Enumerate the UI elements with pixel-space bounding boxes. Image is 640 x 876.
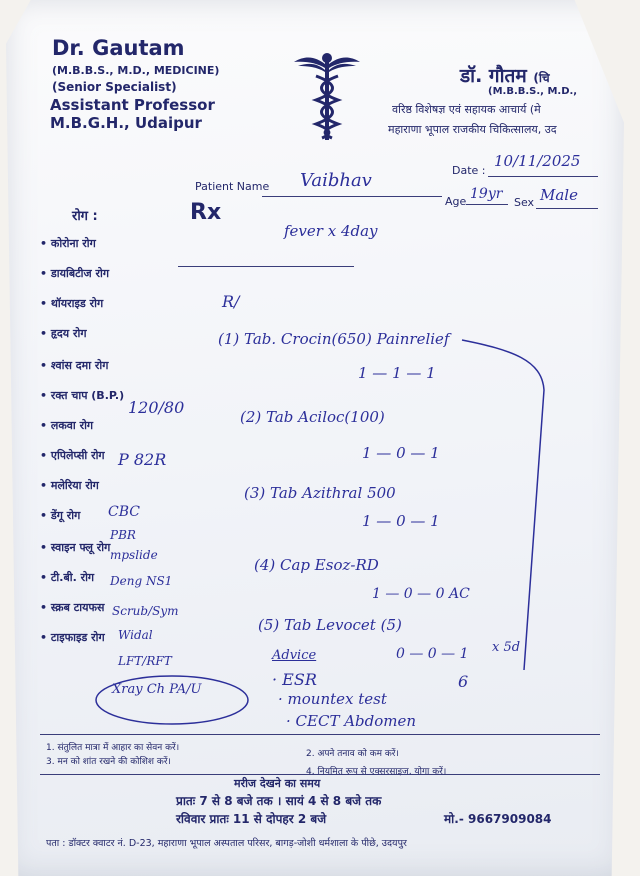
bracket-note: 6: [458, 672, 469, 691]
bp-note: 120/80: [128, 398, 185, 417]
timing-line-1: प्रातः 7 से 8 बजे तक । सायं 4 से 8 बजे तक: [176, 794, 382, 808]
rx-line-1: (1) Tab. Crocin(650) Painrelief: [218, 330, 450, 348]
mpslide-note: mpslide: [110, 548, 158, 562]
cbc-note: CBC: [108, 504, 140, 520]
disease-item: • रक्त चाप (B.P.): [40, 389, 125, 402]
bracket-line: [452, 330, 562, 730]
disease-heading: रोग :: [72, 209, 98, 224]
patient-name-label: Patient Name: [195, 180, 270, 193]
rx-dose-4: 1 — 0 — 0 AC: [372, 586, 470, 602]
disease-item: • डायबिटीज रोग: [40, 267, 110, 280]
doctor-name-hindi-trail: (चि: [533, 71, 550, 85]
dengue-note: Deng NS1: [110, 574, 173, 588]
xray-circle: [92, 672, 262, 732]
disease-item: • हृदय रोग: [40, 327, 87, 340]
disease-item: • एपिलेप्सी रोग: [40, 449, 105, 462]
disease-item: • लकवा रोग: [40, 419, 94, 432]
doctor-title-hindi: वरिष्ठ विशेषज्ञ एवं सहायक आचार्य (मे: [392, 103, 541, 116]
widal-note: Widal: [118, 628, 153, 642]
doctor-name: Dr. Gautam: [52, 36, 185, 60]
rx-line-3: (3) Tab Azithral 500: [244, 484, 396, 502]
complaint-note: fever x 4day: [284, 222, 378, 240]
disease-item: • टाइफाइड रोग: [40, 631, 105, 644]
scrub-note: Scrub/Sym: [112, 604, 179, 618]
tip-1: 1. संतुलित मात्रा में आहार का सेवन करें।: [46, 743, 180, 753]
caduceus-logo: [292, 44, 362, 144]
lft-note: LFT/RFT: [118, 654, 172, 668]
advice-item-3: · CECT Abdomen: [286, 712, 417, 730]
doctor-hospital: M.B.G.H., Udaipur: [50, 114, 202, 132]
rx-symbol: R/: [222, 292, 240, 311]
age-label: Age: [445, 195, 467, 208]
rx-dose-1: 1 — 1 — 1: [358, 364, 436, 382]
doctor-degrees-hindi: (M.B.B.S., M.D.,: [488, 86, 578, 97]
patient-name-value: Vaibhav: [300, 170, 372, 191]
disease-item: • मलेरिया रोग: [40, 479, 99, 492]
date-value: 10/11/2025: [494, 152, 581, 170]
rx-line-2: (2) Tab Aciloc(100): [240, 408, 385, 426]
rx-dose-3: 1 — 0 — 1: [362, 512, 440, 530]
age-value: 19yr: [470, 186, 503, 202]
doctor-hospital-hindi: महाराणा भूपाल राजकीय चिकित्सालय, उद: [388, 123, 557, 136]
advice-item-2: · mountex test: [278, 690, 387, 708]
xray-note: Xray Ch PA/U: [112, 682, 202, 697]
timing-line-2: रविवार प्रातः 11 से दोपहर 2 बजे: [176, 812, 327, 826]
doctor-title: Assistant Professor: [50, 96, 215, 114]
disease-item: • स्क्रब टायफस: [40, 601, 105, 614]
tip-4: 4. नियमित रूप से एक्सरसाइज, योगा करें।: [306, 767, 447, 777]
rx-duration-5: x 5d: [492, 640, 521, 655]
tip-2: 2. अपने तनाव को कम करें।: [306, 749, 399, 759]
doctor-name-hindi-text: डॉ. गौतम: [460, 65, 527, 87]
sex-value: Male: [540, 186, 578, 204]
disease-item: • थॉयराइड रोग: [40, 297, 104, 310]
rx-line-4: (4) Cap Esoz-RD: [254, 556, 379, 574]
disease-item: • टी.बी. रोग: [40, 571, 95, 584]
timing-heading: मरीज देखने का समय: [234, 777, 321, 790]
advice-heading: Advice: [272, 648, 317, 663]
rx-dose-2: 1 — 0 — 1: [362, 444, 440, 462]
clinic-address: पता : डॉक्टर क्वाटर नं. D-23, महाराणा भूपाल अस्पताल परिसर, बागड़-जोशी धर्मशाला के पीछे, उदयपुर: [46, 838, 407, 849]
disease-item: • डेंगू रोग: [40, 509, 81, 522]
sex-label: Sex: [514, 196, 535, 209]
rx-label: Rx: [190, 200, 222, 225]
doctor-degrees: (M.B.B.S., M.D., MEDICINE): [52, 64, 220, 77]
disease-item: • कोरोना रोग: [40, 237, 96, 250]
doctor-specialty: (Senior Specialist): [52, 80, 177, 94]
date-label: Date :: [452, 164, 486, 177]
rx-line-5: (5) Tab Levocet (5): [258, 616, 402, 634]
disease-item: • स्वाइन फ्लू रोग: [40, 541, 111, 554]
pulse-note: P 82R: [118, 450, 167, 469]
mobile-number: मो.- 9667909084: [444, 812, 552, 826]
tip-3: 3. मन को शांत रखने की कोशिश करें।: [46, 757, 171, 767]
advice-item-1: · ESR: [272, 670, 317, 689]
rx-dose-5: 0 — 0 — 1: [396, 646, 469, 662]
disease-item: • श्वांस दमा रोग: [40, 359, 109, 372]
doctor-name-hindi: [460, 62, 550, 88]
pbr-note: PBR: [110, 528, 136, 542]
